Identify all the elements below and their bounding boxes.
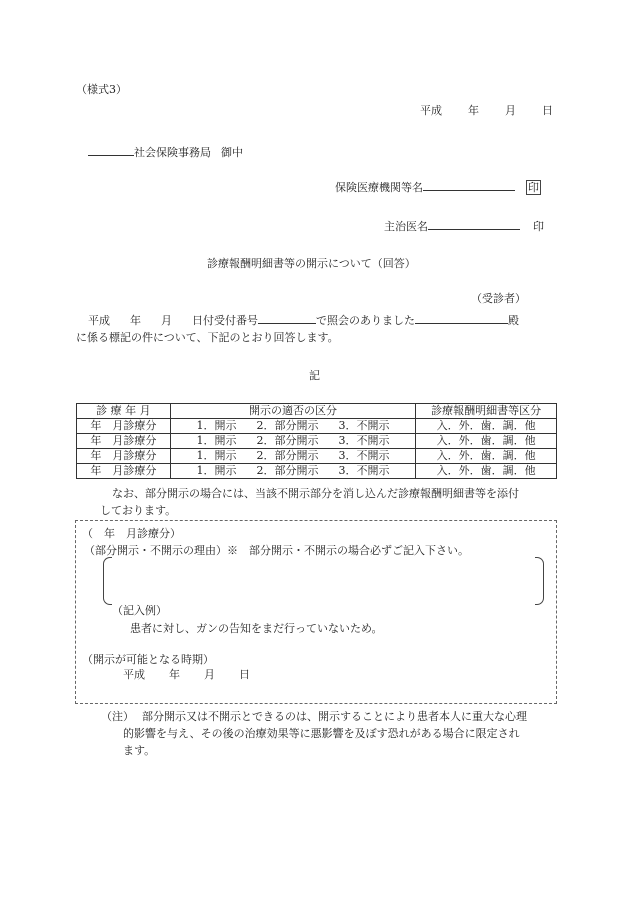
date-day: 日 — [542, 104, 553, 117]
date-year: 年 — [468, 104, 479, 117]
possible-period-label: （開示が可能となる時期） — [82, 653, 214, 666]
footnote-label: （注） — [101, 710, 134, 723]
possible-date — [123, 668, 250, 682]
disclosure-table — [76, 403, 557, 479]
reason-input-area[interactable] — [113, 560, 533, 600]
addressee — [88, 143, 243, 160]
receipt-number-blank[interactable] — [258, 311, 316, 324]
option-partial[interactable]: 2．部分開示 — [256, 434, 319, 447]
body-year: 年 — [130, 314, 141, 327]
body-inquiry-text: で照会のありました — [316, 314, 415, 327]
table-row — [77, 464, 557, 479]
option-partial[interactable]: 2．部分開示 — [256, 449, 319, 462]
row-period: 年 月診療分 — [77, 449, 171, 464]
office-name-blank[interactable] — [88, 143, 134, 156]
reason-bracket-left — [103, 557, 112, 605]
footnote-line-3: ます。 — [123, 744, 156, 757]
option-disclose[interactable]: 1．開示 — [196, 449, 237, 462]
option-partial[interactable]: 2．部分開示 — [256, 419, 319, 432]
body-honorific: 殿 — [508, 314, 519, 327]
patient-name-blank[interactable] — [415, 311, 508, 324]
footnote-line-2: 的影響を与え、その後の治療効果等に悪影響を及ぼす恐れがある場合に限定され — [123, 727, 520, 740]
footnote-text-1: 部分開示又は不開示とできるのは、開示することにより患者本人に重大な心理 — [142, 710, 527, 723]
institution-seal: 印 — [528, 181, 539, 194]
addressee-office: 社会保険事務局 — [134, 146, 211, 159]
document-title: 診療報酬明細書等の開示について（回答） — [207, 257, 416, 270]
institution-label: 保険医療機関等名 — [335, 181, 423, 194]
attach-note-line-1: なお、部分開示の場合には、当該不開示部分を消し込んだ診療報酬明細書等を添付 — [112, 487, 519, 500]
date-line — [420, 104, 553, 118]
option-disclose[interactable]: 1．開示 — [196, 419, 237, 432]
patient-label: （受診者） — [471, 292, 526, 305]
doctor-name-blank[interactable] — [428, 217, 520, 230]
doctor-line — [384, 217, 544, 234]
possible-month: 月 — [204, 668, 215, 681]
option-nondisclose[interactable]: 3．不開示 — [338, 434, 390, 447]
option-partial[interactable]: 2．部分開示 — [256, 464, 319, 477]
body-receipt-label: 日付受付番号 — [192, 314, 258, 327]
body-line-2: に係る標記の件について、下記のとおり回答します。 — [76, 331, 339, 344]
option-nondisclose[interactable]: 3．不開示 — [338, 449, 390, 462]
header-disclosure: 開示の適否の区分 — [170, 404, 416, 419]
doctor-seal: 印 — [533, 220, 544, 233]
reason-bracket-right — [535, 557, 544, 605]
row-types[interactable]: 入．外．歯．調．他 — [416, 464, 557, 479]
reason-period: （ 年 月診療分） — [82, 527, 181, 540]
example-label: （記入例） — [112, 604, 167, 617]
reason-label: （部分開示・不開示の理由）※ 部分開示・不開示の場合必ずご記入下さい。 — [84, 544, 469, 557]
body-line-1 — [88, 311, 519, 328]
row-options — [170, 434, 416, 449]
row-types[interactable]: 入．外．歯．調．他 — [416, 419, 557, 434]
body-month: 月 — [161, 314, 172, 327]
table-header-row — [77, 404, 557, 419]
doctor-label: 主治医名 — [384, 220, 428, 233]
row-types[interactable]: 入．外．歯．調．他 — [416, 449, 557, 464]
institution-line — [335, 178, 541, 195]
table-row — [77, 449, 557, 464]
row-options — [170, 449, 416, 464]
option-disclose[interactable]: 1．開示 — [196, 464, 237, 477]
row-period: 年 月診療分 — [77, 434, 171, 449]
option-nondisclose[interactable]: 3．不開示 — [338, 419, 390, 432]
possible-day: 日 — [239, 668, 250, 681]
table-row — [77, 434, 557, 449]
date-era: 平成 — [420, 104, 442, 117]
possible-era: 平成 — [123, 668, 145, 681]
header-period: 診 療 年 月 — [77, 404, 171, 419]
possible-year: 年 — [169, 668, 180, 681]
example-text: 患者に対し、ガンの告知をまだ行っていないため。 — [130, 622, 383, 635]
form-id: （様式3） — [76, 83, 127, 96]
footnote-line-1 — [101, 710, 527, 724]
row-period: 年 月診療分 — [77, 419, 171, 434]
row-types[interactable]: 入．外．歯．調．他 — [416, 434, 557, 449]
date-month: 月 — [505, 104, 516, 117]
table-row — [77, 419, 557, 434]
row-options — [170, 464, 416, 479]
institution-name-blank[interactable] — [423, 178, 515, 191]
attach-note-line-2: しております。 — [100, 504, 177, 517]
row-options — [170, 419, 416, 434]
header-types: 診療報酬明細書等区分 — [416, 404, 557, 419]
ki-heading: 記 — [309, 369, 320, 382]
option-disclose[interactable]: 1．開示 — [196, 434, 237, 447]
body-era: 平成 — [88, 314, 110, 327]
addressee-honorific: 御中 — [221, 146, 243, 159]
row-period: 年 月診療分 — [77, 464, 171, 479]
option-nondisclose[interactable]: 3．不開示 — [338, 464, 390, 477]
